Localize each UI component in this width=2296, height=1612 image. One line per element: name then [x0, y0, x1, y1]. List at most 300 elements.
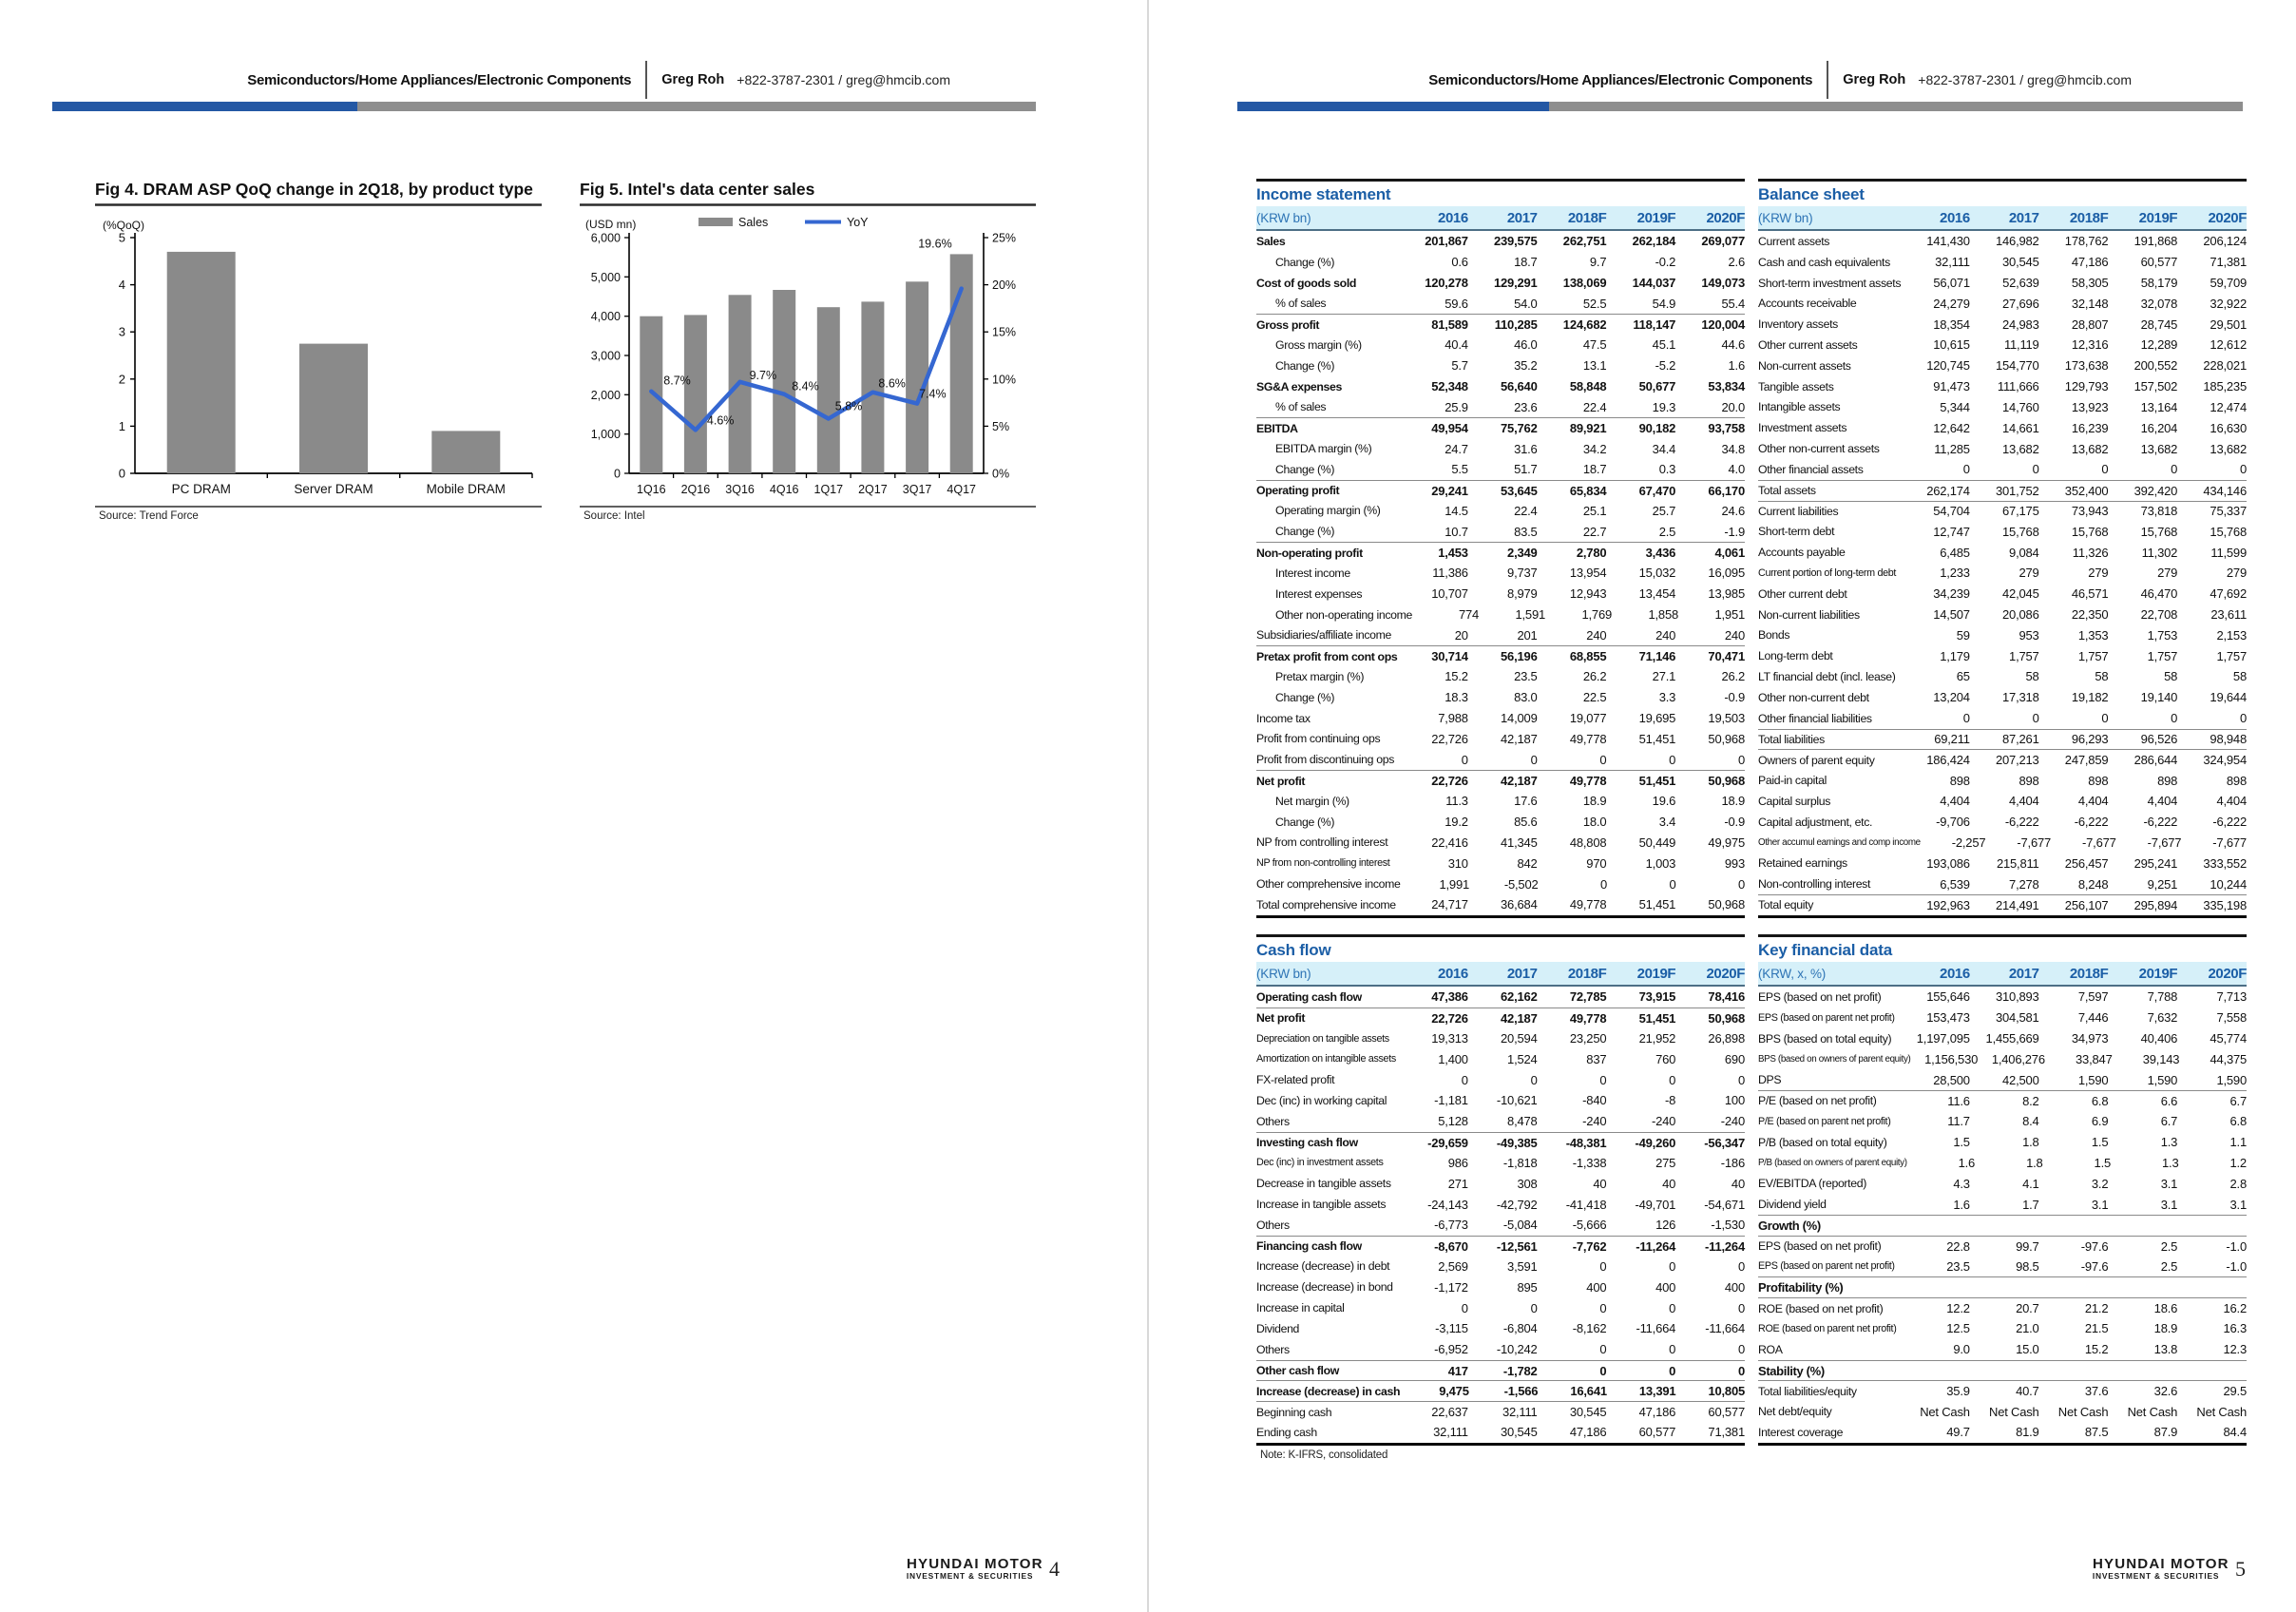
cell-value: 269,077 [1701, 234, 1745, 249]
cell-value: 301,752 [1996, 483, 2039, 498]
cell-value: 50,968 [1708, 1010, 1745, 1026]
cell-value: 67,470 [1638, 483, 1676, 498]
cell-value: 11,119 [2003, 337, 2039, 353]
cell-value: 12,474 [2210, 399, 2247, 414]
year-column-header: 2018F [2069, 965, 2109, 982]
cell-value: 50,968 [1708, 731, 1745, 746]
cell-value: 837 [1586, 1051, 1607, 1066]
table-row [1256, 1153, 1745, 1174]
cell-value: 279 [2226, 566, 2247, 581]
table-row [1256, 812, 1745, 833]
cell-value: 1,753 [2147, 627, 2178, 643]
page-number: 4 [1049, 1557, 1060, 1581]
cell-value: 10,805 [1708, 1384, 1745, 1399]
cell-value: 0.6 [1451, 255, 1468, 270]
cell-value: 47,186 [1638, 1405, 1676, 1420]
cell-value: 240 [1655, 627, 1676, 643]
row-label: Amortization on intangible assets [1256, 1053, 1396, 1065]
table-row [1256, 624, 1745, 645]
cell-value: 78,416 [1708, 989, 1745, 1005]
row-label: Dividend [1256, 1321, 1300, 1335]
left-tick-label: 3,000 [590, 349, 621, 363]
cell-value: 239,575 [1494, 234, 1538, 249]
table-row [1256, 1380, 1745, 1401]
cell-value: 27,696 [2002, 296, 2039, 311]
cell-value: 22,726 [1431, 1010, 1468, 1026]
cell-value: Net Cash [2127, 1404, 2178, 1419]
cell-value: 91,473 [1933, 379, 1970, 394]
legend-sales-swatch [698, 218, 733, 226]
cell-value: 49,975 [1708, 835, 1745, 850]
cell-value: 8,248 [2077, 876, 2109, 892]
table-title: Cash flow [1256, 941, 1331, 959]
left-tick-label: 1,000 [590, 428, 621, 442]
left-tick-label: 2,000 [590, 388, 621, 402]
cell-value: 23.6 [1514, 399, 1538, 414]
right-tick-label: 20% [992, 278, 1017, 293]
cell-value: 42,500 [2002, 1072, 2039, 1087]
unit-label: (KRW, x, %) [1758, 966, 1827, 981]
cell-value: 10,707 [1431, 586, 1468, 602]
income-statement-table [1256, 179, 1745, 918]
cell-value: 15,768 [2002, 524, 2039, 539]
cell-value: 1.3 [2162, 1155, 2179, 1170]
x-category-label: 1Q17 [813, 483, 844, 496]
cell-value: 111,666 [1997, 379, 2039, 394]
cell-value: -24,143 [1427, 1197, 1468, 1212]
cell-value: 240 [1724, 627, 1745, 643]
cell-value: 19,503 [1708, 711, 1745, 726]
cell-value: 40.7 [2016, 1384, 2039, 1399]
table-row [1758, 231, 2247, 252]
cell-value: 14,661 [2002, 420, 2039, 435]
cell-value: 141,430 [1926, 234, 1970, 249]
table-row [1256, 438, 1745, 459]
key-financial-data-table [1758, 934, 2247, 1446]
cash-flow-table [1256, 934, 1745, 1461]
cell-value: 124,682 [1562, 317, 1607, 333]
cell-value: 129,793 [2064, 379, 2109, 394]
row-label: EBITDA [1256, 421, 1298, 435]
cell-value: 49,778 [1569, 731, 1607, 746]
cell-value: 129,291 [1494, 276, 1538, 291]
cell-value: 40.4 [1445, 337, 1468, 353]
row-label: Total liabilities/equity [1758, 1384, 1857, 1398]
cell-value: 4.3 [1953, 1176, 1970, 1191]
cell-value: 0 [2239, 711, 2247, 726]
table-row [1758, 1360, 2247, 1381]
cell-value: 1,591 [1515, 607, 1546, 623]
row-label: Investing cash flow [1256, 1136, 1358, 1150]
row-label: Long-term debt [1758, 649, 1833, 663]
cell-value: 0 [1669, 876, 1676, 892]
row-label: Net margin (%) [1275, 794, 1349, 808]
yoy-data-label: 4.6% [706, 413, 735, 428]
row-label: Bonds [1758, 628, 1790, 643]
table-title: Key financial data [1758, 941, 1892, 959]
cell-value: 83.5 [1514, 524, 1538, 539]
row-label: Non-current assets [1758, 358, 1851, 373]
cell-value: 2.6 [1728, 255, 1745, 270]
cell-value: -12,561 [1496, 1238, 1538, 1254]
cell-value: 434,146 [2203, 483, 2247, 498]
cell-value: 30,545 [1501, 1425, 1538, 1440]
cell-value: 19,077 [1569, 711, 1607, 726]
table-row [1758, 1132, 2247, 1153]
cell-value: 0 [1737, 1342, 1745, 1357]
cell-value: 7,988 [1438, 711, 1468, 726]
cell-value: 21.0 [2016, 1321, 2039, 1336]
cell-value: -8,670 [1434, 1238, 1468, 1254]
cell-value: 0 [1669, 1300, 1676, 1315]
cell-value: 51,451 [1638, 774, 1676, 789]
cell-value: 279 [2157, 566, 2178, 581]
cell-value: 19,644 [2210, 690, 2247, 705]
page-footer [2093, 1557, 2246, 1582]
x-category-label: 2Q17 [858, 483, 888, 496]
cell-value: 15,768 [2140, 524, 2178, 539]
cell-value: 51,451 [1638, 1010, 1676, 1026]
cell-value: 44,375 [2210, 1051, 2248, 1066]
cell-value: 3.4 [1658, 815, 1676, 830]
cell-value: 295,894 [2133, 897, 2178, 912]
x-category-label: 3Q17 [902, 483, 932, 496]
table-row [1256, 833, 1745, 854]
cell-value: 12,943 [1569, 586, 1607, 602]
cell-value: 0 [2032, 711, 2039, 726]
cell-value: 72,785 [1569, 989, 1607, 1005]
table-row [1256, 252, 1745, 273]
table-row [1758, 624, 2247, 645]
table-row [1256, 853, 1745, 873]
cell-value: 2.5 [2160, 1238, 2178, 1254]
cell-value: 87.9 [2153, 1425, 2178, 1440]
cell-value: 47,186 [2071, 255, 2109, 270]
cell-value: -1,566 [1503, 1384, 1539, 1399]
table-row [1758, 708, 2247, 729]
cell-value: 335,198 [2203, 897, 2247, 912]
cell-value: 34,973 [2071, 1031, 2109, 1046]
row-label: Short-term investment assets [1758, 276, 1902, 290]
cell-value: 32.6 [2153, 1384, 2178, 1399]
cell-value: -41,418 [1565, 1197, 1607, 1212]
cell-value: 34.8 [1721, 441, 1745, 456]
cell-value: 0 [2239, 462, 2247, 477]
row-label: P/B (based on owners of parent equity) [1758, 1157, 1907, 1168]
cell-value: 60,577 [2140, 255, 2178, 270]
cell-value: 13,954 [1569, 566, 1607, 581]
cell-value: 89,921 [1569, 421, 1607, 436]
table-row [1758, 1401, 2247, 1422]
table-row [1758, 1048, 2247, 1069]
year-column-header: 2018F [2069, 209, 2109, 226]
cell-value: 2.5 [1658, 524, 1676, 539]
cell-value: -1.0 [2226, 1238, 2247, 1254]
table-row [1256, 708, 1745, 729]
cell-value: 193,086 [1926, 855, 1970, 871]
table-row [1256, 1318, 1745, 1339]
cell-value: 69,211 [1934, 732, 1970, 747]
x-category-label: Server DRAM [294, 482, 373, 496]
cell-value: -240 [1582, 1114, 1607, 1129]
cell-value: 178,762 [2064, 234, 2109, 249]
yoy-data-label: 19.6% [918, 237, 952, 251]
cell-value: 275 [1655, 1155, 1676, 1170]
cell-value: 0 [1737, 1072, 1745, 1087]
cell-value: 11,302 [2141, 545, 2178, 560]
table-row [1758, 1236, 2247, 1257]
table-body [1758, 231, 2247, 918]
cell-value: 0 [1737, 752, 1745, 767]
cell-value: 32,111 [1935, 255, 1970, 270]
cell-value: 54.0 [1514, 296, 1538, 311]
y-tick-label: 0 [118, 466, 125, 481]
table-row [1758, 645, 2247, 666]
row-label: P/E (based on net profit) [1758, 1094, 1877, 1108]
cell-value: 65,834 [1569, 483, 1607, 498]
cell-value: 1,453 [1438, 546, 1468, 561]
cell-value: 98,948 [2210, 732, 2247, 747]
cell-value: 45.1 [1652, 337, 1676, 353]
cell-value: 22,637 [1431, 1405, 1468, 1420]
cell-value: 1,003 [1645, 855, 1676, 871]
row-label: Profitability (%) [1758, 1280, 1844, 1295]
row-label: ROE (based on net profit) [1758, 1301, 1884, 1315]
balance-sheet-table [1758, 179, 2247, 918]
row-label: Owners of parent equity [1758, 753, 1875, 767]
cell-value: 1,156,530 [1924, 1051, 1979, 1066]
cell-value: Net Cash [2196, 1404, 2247, 1419]
cell-value: 201,867 [1425, 234, 1468, 249]
fig5-sales-bar [817, 307, 840, 473]
year-column-header: 2020F [1706, 209, 1745, 226]
cell-value: 52,639 [2002, 276, 2039, 291]
cell-value: -3,115 [1435, 1321, 1468, 1336]
cell-value: 4,404 [2009, 794, 2039, 809]
cell-value: -49,260 [1635, 1135, 1676, 1150]
fig4-bar [167, 252, 236, 473]
cell-value: 0 [1738, 876, 1746, 892]
cell-value: -54,671 [1704, 1197, 1745, 1212]
fig5-source: Source: Intel [584, 510, 645, 521]
cell-value: 58 [2164, 669, 2178, 684]
cell-value: 0 [2032, 462, 2039, 477]
row-label: Paid-in capital [1758, 774, 1827, 788]
cell-value: 898 [2157, 773, 2178, 788]
row-label: Change (%) [1275, 358, 1335, 373]
cell-value: 26.2 [1582, 669, 1607, 684]
row-label: Stability (%) [1758, 1363, 1825, 1378]
table-row [1256, 335, 1745, 355]
header-rule-gray-segment [1549, 102, 2243, 111]
cell-value: -56,347 [1704, 1135, 1745, 1150]
row-label: Profit from continuing ops [1256, 732, 1381, 746]
cell-value: 6,539 [1940, 876, 1970, 892]
cell-value: 18.6 [2153, 1301, 2178, 1316]
table-row [1758, 1257, 2247, 1277]
right-tick-label: 5% [992, 419, 1010, 433]
cell-value: 2.5 [2160, 1258, 2178, 1274]
cell-value: 333,552 [2203, 855, 2247, 871]
cell-value: -240 [1651, 1114, 1676, 1129]
cell-value: 58,179 [2140, 276, 2178, 291]
cell-value: 22,726 [1431, 731, 1468, 746]
cell-value: 47,386 [1431, 989, 1468, 1005]
table-row [1256, 1215, 1745, 1236]
cell-value: 46.0 [1514, 337, 1538, 353]
cell-value: -6,222 [2143, 815, 2178, 830]
table-row [1758, 1008, 2247, 1028]
cell-value: 1.6 [1958, 1155, 1976, 1170]
table-row [1758, 894, 2247, 915]
cell-value: 352,400 [2064, 483, 2109, 498]
cell-value: -2,257 [1951, 835, 1986, 850]
table-row [1256, 873, 1745, 894]
cell-value: 11,599 [2210, 545, 2247, 560]
table-row [1758, 563, 2247, 584]
row-label: Accounts payable [1758, 546, 1846, 560]
row-label: Other non-current debt [1758, 690, 1869, 704]
cell-value: 60,577 [1638, 1425, 1676, 1440]
table-row [1256, 1111, 1745, 1132]
cell-value: 25.7 [1652, 503, 1676, 518]
cell-value: 52.5 [1582, 296, 1607, 311]
cell-value: 4,404 [1940, 794, 1970, 809]
cell-value: 201 [1517, 627, 1538, 643]
cell-value: 3.2 [2091, 1176, 2109, 1191]
cell-value: 2,153 [2216, 627, 2247, 643]
cell-value: -42,792 [1496, 1197, 1538, 1212]
row-label: EPS (based on parent net profit) [1758, 1260, 1895, 1273]
cell-value: 256,457 [2064, 855, 2109, 871]
table-row [1256, 1090, 1745, 1111]
cell-value: 19,140 [2140, 690, 2178, 705]
row-label: Investment assets [1758, 421, 1847, 435]
cell-value: 16,630 [2210, 420, 2247, 435]
cell-value: 56,640 [1501, 379, 1538, 394]
table-row [1256, 1401, 1745, 1422]
table-row [1256, 273, 1745, 294]
cell-value: 22.8 [1946, 1238, 1970, 1254]
cell-value: 71,381 [1708, 1425, 1745, 1440]
cell-value: 13,682 [2002, 441, 2039, 456]
cell-value: 22.4 [1514, 503, 1538, 518]
row-label: ROE (based on parent net profit) [1758, 1322, 1897, 1334]
row-label: Cost of goods sold [1256, 276, 1357, 290]
cell-value: 1.6 [1953, 1197, 1970, 1212]
cell-value: 19,695 [1638, 711, 1676, 726]
cell-value: 36,684 [1501, 897, 1538, 912]
cell-value: -8,162 [1572, 1321, 1607, 1336]
cell-value: 12,316 [2071, 337, 2109, 353]
cell-value: 59.6 [1445, 296, 1468, 311]
cell-value: 22,708 [2140, 607, 2178, 623]
cell-value: 46,571 [2071, 586, 2109, 602]
cell-value: 24,983 [2002, 317, 2039, 332]
table-row [1758, 749, 2247, 770]
cell-value: 15.2 [2084, 1342, 2109, 1357]
y-tick-label: 3 [118, 324, 125, 339]
table-row [1758, 480, 2247, 501]
row-label: Change (%) [1275, 462, 1335, 476]
cell-value: 895 [1517, 1279, 1538, 1295]
cell-value: 54.9 [1652, 296, 1676, 311]
table-row [1256, 645, 1745, 666]
table-row [1256, 1276, 1745, 1297]
table-row [1256, 501, 1745, 522]
table-row [1758, 987, 2247, 1008]
cell-value: 28,807 [2071, 317, 2109, 332]
cell-value: 48,808 [1569, 835, 1607, 850]
row-label: Others [1256, 1114, 1290, 1128]
cell-value: 17,318 [2002, 690, 2039, 705]
cell-value: -0.9 [1724, 815, 1745, 830]
cell-value: 4,404 [2216, 794, 2247, 809]
cell-value: 22.7 [1582, 524, 1607, 539]
cell-value: -6,773 [1434, 1218, 1468, 1233]
cell-value: 29,501 [2210, 317, 2247, 332]
cell-value: 50,968 [1708, 774, 1745, 789]
cell-value: 898 [2088, 773, 2109, 788]
cell-value: 842 [1517, 855, 1538, 871]
fig5-sales-bar [684, 315, 707, 473]
fig5-unit-label: (USD mn) [585, 218, 637, 231]
row-label: Net profit [1256, 1011, 1306, 1026]
fig4-unit-label: (%QoQ) [103, 219, 145, 232]
cell-value: 31.6 [1514, 441, 1538, 456]
cell-value: 12.3 [2223, 1342, 2247, 1357]
cell-value: 760 [1655, 1051, 1676, 1066]
cell-value: 58 [2232, 669, 2247, 684]
cell-value: 51,451 [1638, 731, 1676, 746]
table-title: Balance sheet [1758, 185, 1865, 203]
cell-value: 1,233 [1940, 566, 1970, 581]
table-row [1758, 438, 2247, 459]
cell-value: 286,644 [2133, 753, 2178, 768]
cell-value: -5.2 [1655, 358, 1676, 374]
cell-value: 0 [1530, 752, 1538, 767]
cell-value: 56,071 [1933, 276, 1970, 291]
year-column-header: 2017 [1506, 965, 1538, 982]
cell-value: 898 [2226, 773, 2247, 788]
cell-value: -1,338 [1572, 1155, 1607, 1170]
table-row [1256, 687, 1745, 708]
cell-value: 0 [1669, 1072, 1676, 1087]
table-row [1758, 853, 2247, 873]
cell-value: -1,818 [1502, 1155, 1538, 1170]
cell-value: 52,348 [1431, 379, 1468, 394]
row-label: ROA [1758, 1342, 1783, 1356]
cell-value: 279 [2088, 566, 2109, 581]
table-row [1256, 604, 1745, 625]
cell-value: 192,963 [1926, 897, 1970, 912]
cell-value: 11,326 [2072, 545, 2109, 560]
table-body [1256, 231, 1745, 918]
year-column-header: 2017 [2008, 965, 2039, 982]
cell-value: 0 [1669, 752, 1676, 767]
cell-value: 18.3 [1445, 690, 1468, 705]
cell-value: 1,951 [1714, 607, 1746, 623]
cell-value: 295,241 [2133, 855, 2178, 871]
cell-value: 35.9 [1946, 1384, 1970, 1399]
cell-value: 16,095 [1708, 566, 1745, 581]
cell-value: -1.0 [2226, 1258, 2247, 1274]
row-label: Depreciation on tangible assets [1256, 1032, 1389, 1045]
cell-value: 8,478 [1507, 1114, 1538, 1129]
cell-value: 42,187 [1501, 731, 1538, 746]
cell-value: 20,086 [2002, 607, 2039, 623]
fig4-dram-asp-chart [95, 179, 542, 521]
